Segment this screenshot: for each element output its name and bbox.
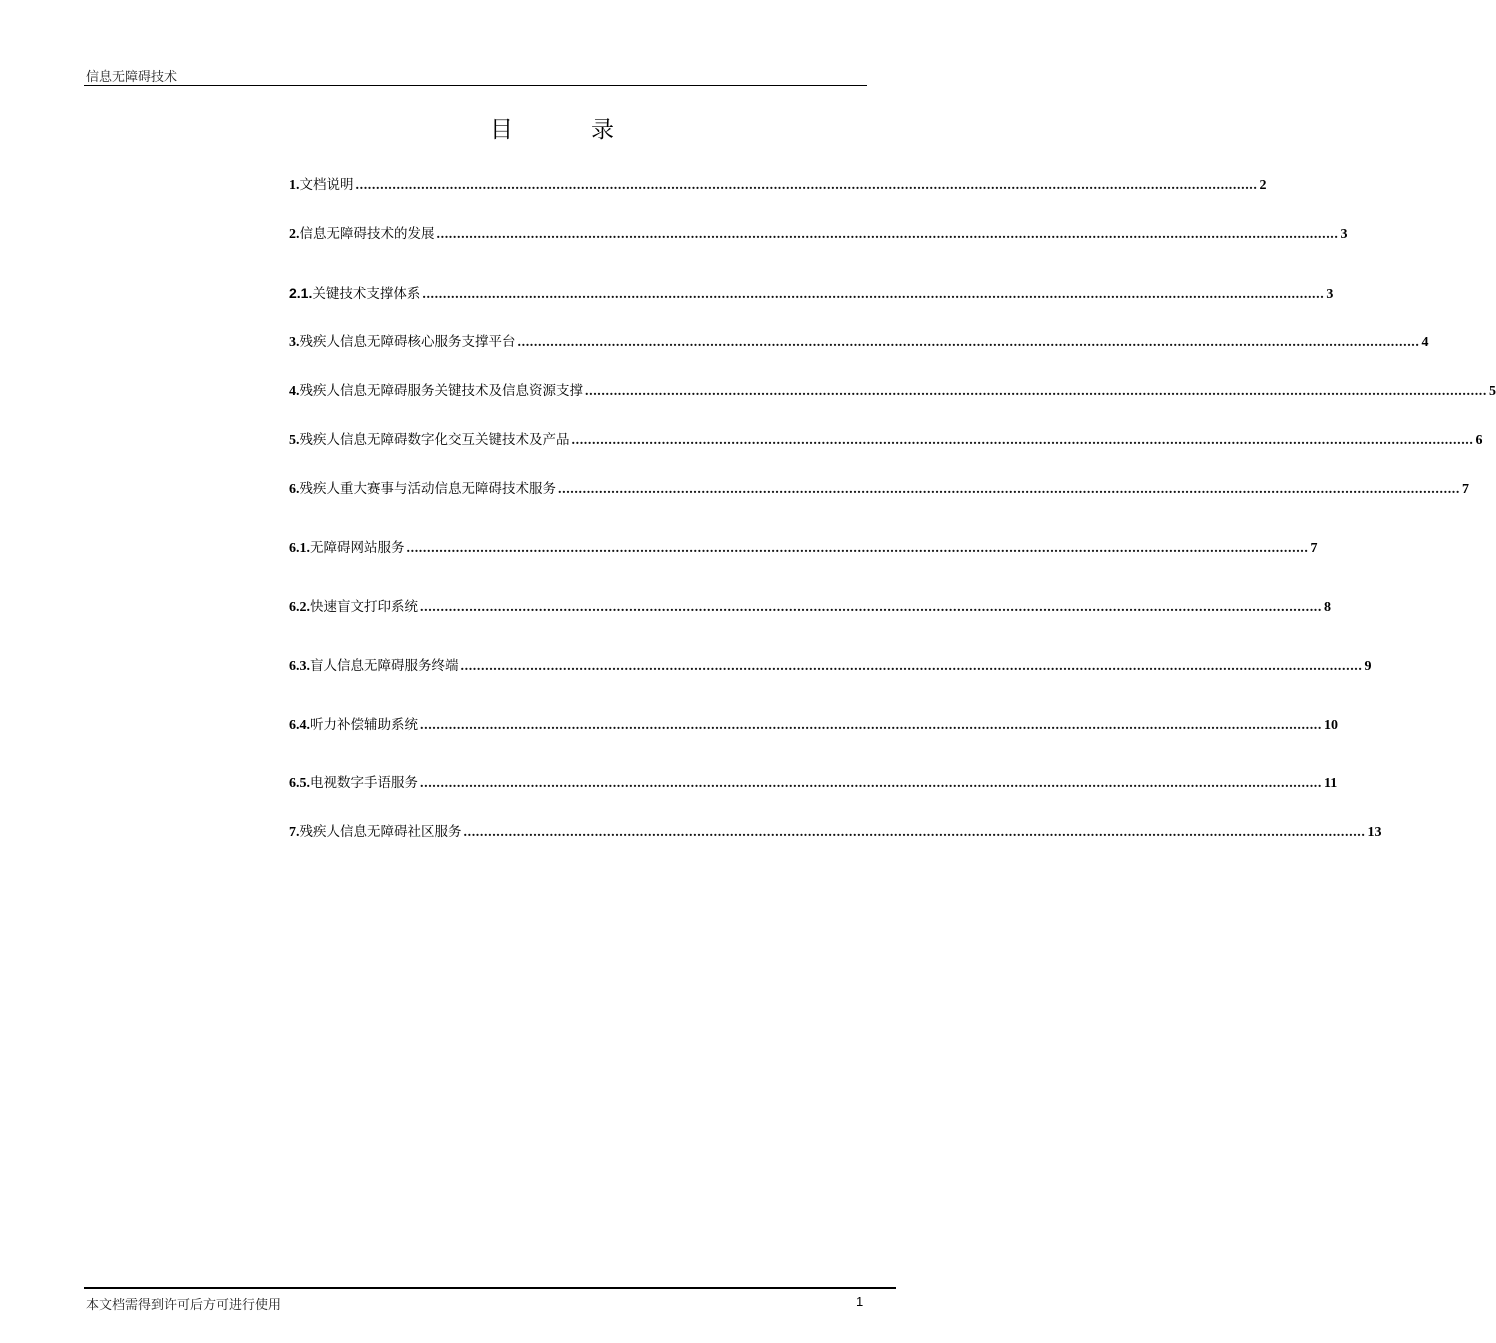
footer-note: 本文档需得到许可后方可进行使用 <box>86 1298 282 1313</box>
toc-entry-title: 残疾人重大赛事与活动信息无障碍技术服务 <box>299 481 556 497</box>
toc-entry-title: 文档说明 <box>299 177 354 193</box>
toc-entry[interactable] <box>289 715 1338 735</box>
toc-entry[interactable] <box>289 479 1469 499</box>
toc-dot-leader: ............................................................................................................................................................................................................................ <box>436 227 1339 242</box>
toc-dot-leader: ............................................................................................................................................................................................................................ <box>355 178 1258 193</box>
toc-entry[interactable] <box>289 656 1372 676</box>
toc-entry-page: 2 <box>1259 178 1267 193</box>
toc-entry-page: 7 <box>1462 482 1469 497</box>
toc-entry-title: 听力补偿辅助系统 <box>310 717 418 733</box>
toc-entry[interactable] <box>289 430 1483 450</box>
toc-entry[interactable] <box>289 773 1338 793</box>
toc-entry-title: 电视数字手语服务 <box>310 775 418 791</box>
toc-entry-page: 13 <box>1367 825 1382 840</box>
toc-dot-leader: ............................................................................................................................................................................................................................ <box>420 776 1322 791</box>
toc-entry[interactable] <box>289 332 1429 352</box>
toc-entry-page: 7 <box>1310 541 1318 556</box>
toc-entry-page: 4 <box>1421 335 1429 350</box>
toc-entry-page: 5 <box>1489 384 1496 399</box>
toc-entry-number: 3. <box>289 335 300 350</box>
toc-dot-leader: ............................................................................................................................................................................................................................ <box>460 659 1363 674</box>
toc-entry[interactable] <box>289 175 1267 195</box>
toc-entry-number: 6.2. <box>289 600 310 615</box>
toc-entry[interactable] <box>289 283 1334 303</box>
toc-dot-leader: ............................................................................................................................................................................................................................ <box>585 384 1487 399</box>
toc-entry-page: 3 <box>1340 227 1348 242</box>
toc-entry[interactable] <box>289 822 1382 842</box>
toc-entry[interactable] <box>289 538 1318 558</box>
footer-page-number: 1 <box>856 1294 864 1309</box>
toc-entry-page: 10 <box>1324 718 1338 733</box>
toc-entry-number: 6.5. <box>289 776 310 791</box>
toc-entry-number: 2.1. <box>289 285 313 301</box>
toc-entry-page: 3 <box>1326 287 1334 302</box>
toc-dot-leader: ............................................................................................................................................................................................................................ <box>571 433 1474 448</box>
footer-divider <box>84 1287 896 1289</box>
toc-entry-page: 6 <box>1475 433 1483 448</box>
toc-entry-page: 11 <box>1324 776 1338 791</box>
toc-entry[interactable] <box>289 597 1331 617</box>
toc-entry-title: 残疾人信息无障碍服务关键技术及信息资源支撑 <box>299 383 583 399</box>
toc-dot-leader: ............................................................................................................................................................................................................................ <box>558 482 1460 497</box>
toc-entry-page: 8 <box>1324 600 1331 615</box>
toc-entry-title: 关键技术支撑体系 <box>312 286 421 302</box>
toc-dot-leader: ............................................................................................................................................................................................................................ <box>420 718 1322 733</box>
toc-dot-leader: ............................................................................................................................................................................................................................ <box>463 825 1366 840</box>
toc-entry-page: 9 <box>1364 659 1372 674</box>
toc-entry-number: 1. <box>289 178 300 193</box>
toc-entry-title: 残疾人信息无障碍核心服务支撑平台 <box>299 334 516 350</box>
header-title: 信息无障碍技术 <box>86 70 178 85</box>
toc-entry[interactable] <box>289 381 1496 401</box>
toc-title: 目录 <box>490 117 692 143</box>
toc-entry-title: 残疾人信息无障碍数字化交互关键技术及产品 <box>299 432 570 448</box>
toc-entry-number: 2. <box>289 227 300 242</box>
toc-dot-leader: ............................................................................................................................................................................................................................ <box>420 600 1322 615</box>
toc-entry-number: 4. <box>289 384 300 399</box>
header-divider <box>84 85 867 86</box>
toc-entry-number: 5. <box>289 433 300 448</box>
toc-entry-number: 7. <box>289 825 300 840</box>
toc-dot-leader: ............................................................................................................................................................................................................................ <box>422 287 1325 302</box>
toc-entry[interactable] <box>289 224 1348 244</box>
toc-entry-number: 6.3. <box>289 659 310 674</box>
toc-dot-leader: ............................................................................................................................................................................................................................ <box>406 541 1309 556</box>
toc-entry-title: 残疾人信息无障碍社区服务 <box>299 824 462 840</box>
toc-entry-title: 信息无障碍技术的发展 <box>299 226 435 242</box>
toc-entry-number: 6.1. <box>289 541 310 556</box>
toc-entry-title: 盲人信息无障碍服务终端 <box>310 658 459 674</box>
toc-entry-number: 6. <box>289 482 300 497</box>
toc-dot-leader: ............................................................................................................................................................................................................................ <box>517 335 1420 350</box>
toc-entry-title: 无障碍网站服务 <box>310 540 405 556</box>
toc-entry-number: 6.4. <box>289 718 310 733</box>
toc-entry-title: 快速盲文打印系统 <box>310 599 418 615</box>
